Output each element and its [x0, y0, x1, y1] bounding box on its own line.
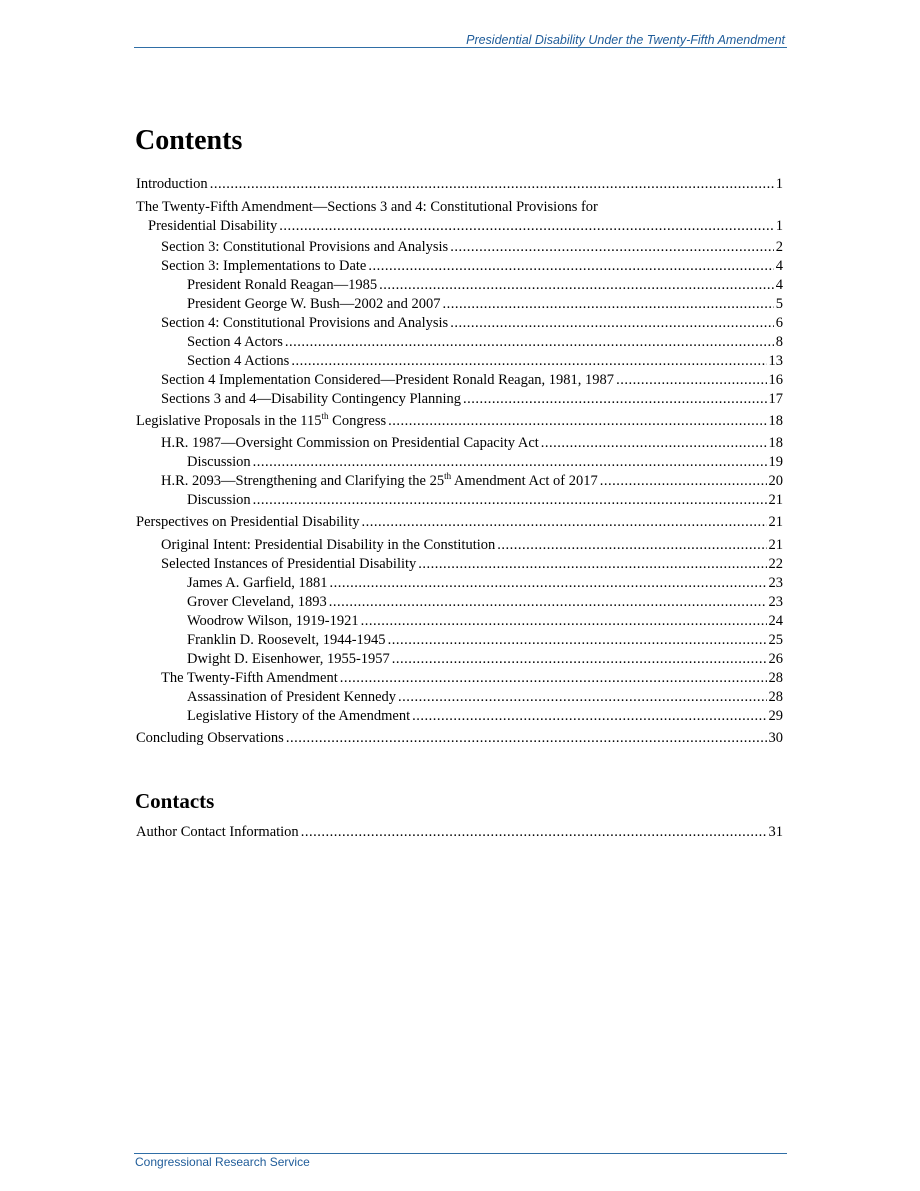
contacts-list — [135, 823, 783, 842]
toc-entry-twenty-fifth[interactable]: Presidential Disability ..... 1 — [135, 217, 783, 236]
toc-entry-hr2093[interactable]: H.R. 2093—Strengthening and Clarifying the 25th Amendment Act of 2017 ..... 20 — [135, 472, 783, 491]
page-title: Contents — [135, 125, 243, 156]
toc-entry-legislative[interactable]: Legislative Proposals in the 115th Congress ..... 18 — [135, 412, 783, 431]
toc-entry-original-intent[interactable]: Original Intent: Presidential Disability in the Constitution ..... 21 — [135, 536, 783, 555]
toc-entry-roosevelt[interactable]: Franklin D. Roosevelt, 1944-1945 ..... 25 — [135, 631, 783, 650]
toc-entry-bush[interactable]: President George W. Bush—2002 and 2007 ..... 5 — [135, 295, 783, 314]
toc-entry-reagan-1985[interactable]: President Ronald Reagan—1985 ..... 4 — [135, 276, 783, 295]
toc-entry-author-contact[interactable]: Author Contact Information ..... 31 — [135, 823, 783, 842]
toc-entry-eisenhower[interactable]: Dwight D. Eisenhower, 1955-1957 ..... 26 — [135, 650, 783, 669]
toc-entry-s3-implementations[interactable]: Section 3: Implementations to Date ..... 4 — [135, 257, 783, 276]
toc-entry-s4-provisions[interactable]: Section 4: Constitutional Provisions and Analysis ..... 6 — [135, 314, 783, 333]
toc-entry-s3-provisions[interactable]: Section 3: Constitutional Provisions and Analysis ..... 2 — [135, 238, 783, 257]
toc-entry-history[interactable]: Legislative History of the Amendment ..... 29 — [135, 707, 783, 726]
footer-rule — [134, 1153, 787, 1154]
running-header: Presidential Disability Under the Twenty-Fifth Amendment — [466, 33, 785, 47]
toc-entry-perspectives[interactable]: Perspectives on Presidential Disability ..... 21 — [135, 513, 783, 532]
toc-entry-s4-actors[interactable]: Section 4 Actors ..... 8 — [135, 333, 783, 352]
toc-entry-twenty-fifth-line1[interactable]: The Twenty-Fifth Amendment—Sections 3 and 4: Constitutional Provisions for — [136, 199, 598, 215]
toc-entry-s34-planning[interactable]: Sections 3 and 4—Disability Contingency Planning ..... 17 — [135, 390, 783, 409]
toc-entry-garfield[interactable]: James A. Garfield, 1881 ..... 23 — [135, 574, 783, 593]
toc-entry-cleveland[interactable]: Grover Cleveland, 1893 ..... 23 — [135, 593, 783, 612]
toc-entry-selected[interactable]: Selected Instances of Presidential Disability ..... 22 — [135, 555, 783, 574]
footer-org: Congressional Research Service — [135, 1155, 310, 1169]
toc-entry-s4-considered[interactable]: Section 4 Implementation Considered—President Ronald Reagan, 1981, 1987 ..... 16 — [135, 371, 783, 390]
toc-entry-concluding[interactable]: Concluding Observations ..... 30 — [135, 729, 783, 748]
toc-entry-kennedy[interactable]: Assassination of President Kennedy ..... 28 — [135, 688, 783, 707]
toc-entry-hr1987[interactable]: H.R. 1987—Oversight Commission on Presidential Capacity Act ..... 18 — [135, 434, 783, 453]
header-rule — [134, 47, 787, 48]
contacts-heading: Contacts — [135, 789, 215, 813]
toc-entry-introduction[interactable]: Introduction ..... 1 — [135, 175, 783, 194]
table-of-contents — [135, 175, 783, 748]
toc-entry-hr2093-discussion[interactable]: Discussion ..... 21 — [135, 491, 783, 510]
toc-entry-wilson[interactable]: Woodrow Wilson, 1919-1921 ..... 24 — [135, 612, 783, 631]
toc-entry-s4-actions[interactable]: Section 4 Actions ..... 13 — [135, 352, 783, 371]
toc-entry-hr1987-discussion[interactable]: Discussion ..... 19 — [135, 453, 783, 472]
toc-entry-amendment[interactable]: The Twenty-Fifth Amendment ..... 28 — [135, 669, 783, 688]
